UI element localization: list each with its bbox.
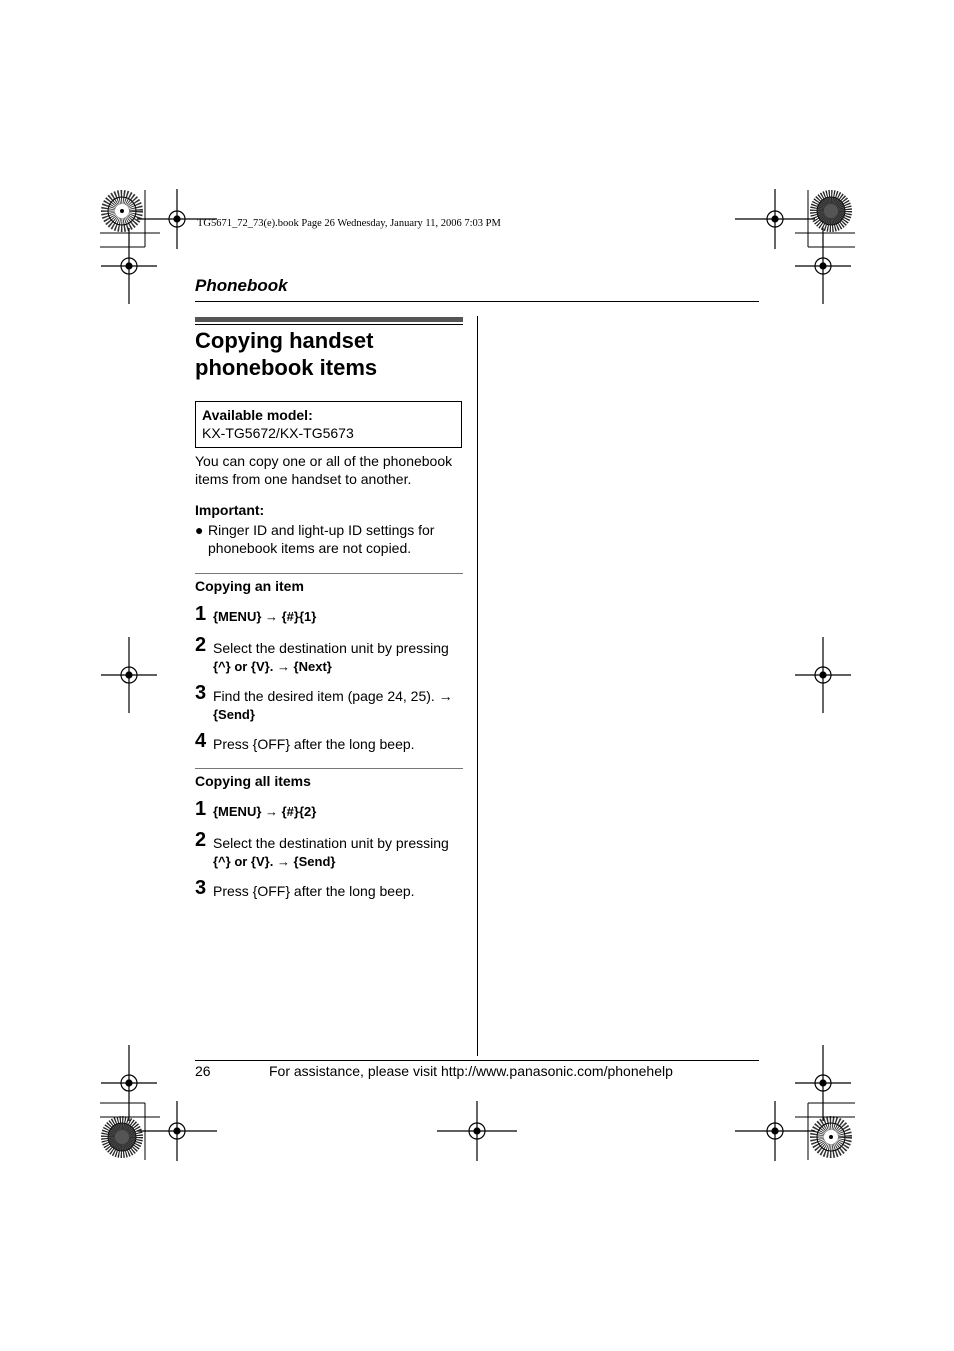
footer-rule xyxy=(195,1060,759,1061)
print-slug: TG5671_72_73(e).book Page 26 Wednesday, January 11, 2006 7:03 PM xyxy=(197,218,501,229)
page-number: 26 xyxy=(195,1063,211,1079)
section-title: Phonebook xyxy=(195,276,288,295)
available-model-label: Available model: xyxy=(202,407,313,423)
important-label: Important: xyxy=(195,502,265,518)
copy-item-heading: Copying an item xyxy=(195,578,304,594)
bullet-icon: ● xyxy=(195,522,204,538)
copy-all-heading: Copying all items xyxy=(195,773,311,789)
column-divider xyxy=(477,316,478,1056)
section-rule-1 xyxy=(195,573,463,574)
title-bar-line xyxy=(195,324,463,325)
intro-text: You can copy one or all of the phonebook items from one handset to another. xyxy=(195,453,453,487)
title-bar xyxy=(195,317,463,322)
header-rule xyxy=(195,301,759,302)
available-model-value: KX-TG5672/KX-TG5673 xyxy=(202,425,354,441)
available-model-box xyxy=(195,401,462,448)
section-rule-2 xyxy=(195,768,463,769)
page-title: Copying handset phonebook items xyxy=(195,328,378,380)
footer-help-link[interactable]: For assistance, please visit http://www.panasonic.com/phonehelp xyxy=(269,1063,673,1079)
